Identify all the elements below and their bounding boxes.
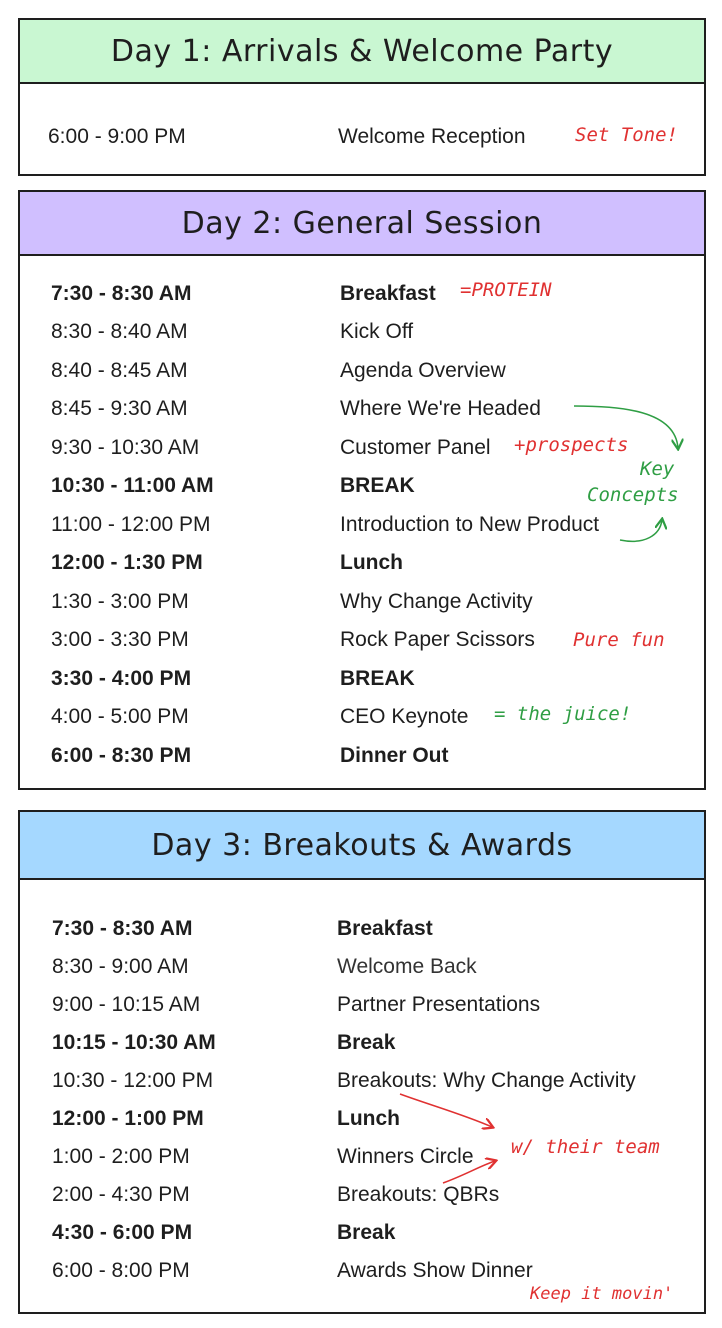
schedule-time: 1:00 - 2:00 PM (52, 1145, 190, 1168)
schedule-event: Breakouts: QBRs (337, 1183, 500, 1206)
schedule-time: 7:30 - 8:30 AM (52, 917, 193, 940)
day1-title: Day 1: Arrivals & Welcome Party (110, 33, 614, 69)
schedule-time: 11:00 - 12:00 PM (51, 513, 211, 536)
schedule-event: Break (337, 1221, 396, 1244)
schedule-event: Break (337, 1031, 396, 1054)
schedule-event: BREAK (340, 667, 415, 690)
schedule-event: Winners Circle (337, 1145, 474, 1168)
schedule-time: 9:00 - 10:15 AM (52, 993, 201, 1016)
schedule-time: 10:15 - 10:30 AM (52, 1031, 216, 1054)
note-the-juice: = the juice! (494, 703, 632, 725)
note-set-tone: Set Tone! (575, 124, 678, 146)
day2-title: Day 2: General Session (181, 205, 543, 241)
schedule-time: 2:00 - 4:30 PM (52, 1183, 190, 1206)
schedule-event: Breakfast (337, 917, 433, 940)
schedule-event: Why Change Activity (340, 590, 533, 613)
schedule-time: 12:00 - 1:00 PM (52, 1107, 204, 1130)
schedule-time: 6:00 - 9:00 PM (48, 125, 186, 148)
schedule-event: Lunch (337, 1107, 400, 1130)
schedule-event: Introduction to New Product (340, 513, 600, 536)
schedule-event: Breakouts: Why Change Activity (337, 1069, 636, 1092)
note-their-team: w/ their team (511, 1136, 660, 1158)
schedule-time: 8:40 - 8:45 AM (51, 359, 188, 382)
schedule-event: Awards Show Dinner (337, 1259, 533, 1282)
schedule-event: Breakfast (340, 282, 436, 305)
schedule-event: CEO Keynote (340, 705, 469, 728)
schedule-event: BREAK (340, 474, 415, 497)
schedule-time: 3:00 - 3:30 PM (51, 628, 189, 651)
schedule-time: 4:30 - 6:00 PM (52, 1221, 193, 1244)
note-pure-fun: Pure fun (573, 629, 665, 651)
day3-title: Day 3: Breakouts & Awards (151, 827, 573, 863)
schedule-event: Welcome Reception (338, 125, 526, 148)
schedule-event: Customer Panel (340, 436, 491, 459)
note-concepts: Concepts (587, 484, 679, 506)
day3-header (18, 810, 706, 880)
schedule-time: 8:30 - 8:40 AM (51, 320, 188, 343)
schedule-time: 12:00 - 1:30 PM (51, 551, 203, 574)
note-prospects: +prospects (514, 434, 629, 456)
schedule-time: 4:00 - 5:00 PM (51, 705, 189, 728)
day1-header (18, 18, 706, 84)
schedule-time: 9:30 - 10:30 AM (51, 436, 200, 459)
day3-schedule (18, 878, 706, 1314)
schedule-time: 10:30 - 12:00 PM (52, 1069, 214, 1092)
day2-header (18, 190, 706, 256)
schedule-time: 8:30 - 9:00 AM (52, 955, 189, 978)
schedule-time: 3:30 - 4:00 PM (51, 667, 192, 690)
schedule-time: 6:00 - 8:30 PM (51, 744, 192, 767)
note-keep-movin: Keep it movin' (530, 1284, 674, 1304)
schedule-time: 1:30 - 3:00 PM (51, 590, 189, 613)
schedule-event: Lunch (340, 551, 403, 574)
schedule-event: Partner Presentations (337, 993, 541, 1016)
note-protein: =PROTEIN (460, 279, 552, 301)
schedule-event: Agenda Overview (340, 359, 506, 382)
note-key: Key (640, 458, 675, 480)
schedule-time: 10:30 - 11:00 AM (51, 474, 214, 497)
schedule-event: Where We're Headed (340, 397, 541, 420)
schedule-time: 6:00 - 8:00 PM (52, 1259, 190, 1282)
schedule-time: 8:45 - 9:30 AM (51, 397, 188, 420)
schedule-event: Welcome Back (337, 955, 477, 978)
schedule-event: Dinner Out (340, 744, 449, 767)
schedule-event: Rock Paper Scissors (340, 628, 535, 651)
schedule-event: Kick Off (340, 320, 414, 343)
schedule-time: 7:30 - 8:30 AM (51, 282, 192, 305)
